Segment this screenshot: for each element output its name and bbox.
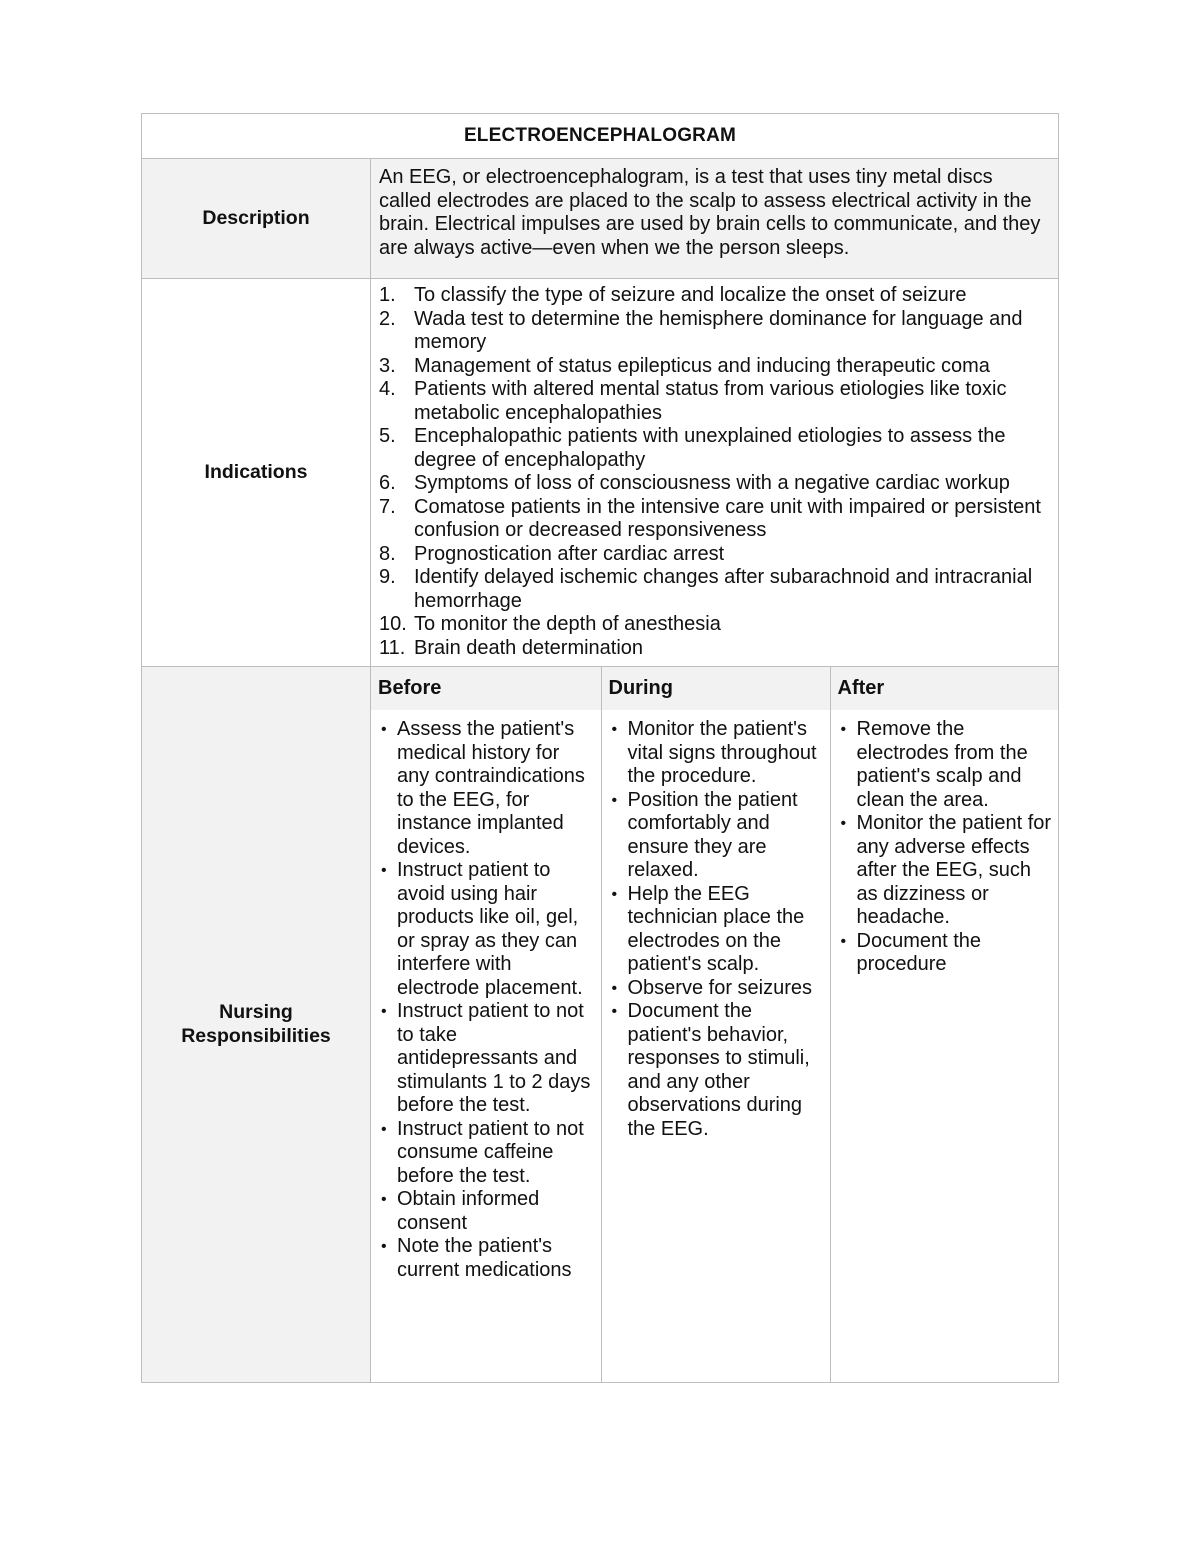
- list-item: • Document the procedure: [839, 930, 1053, 977]
- phase-heading-after: After: [830, 667, 1058, 710]
- list-item: • Monitor the patient's vital signs throughout the procedure.: [610, 718, 824, 789]
- list-item: • Document the patient's behavior, responses to stimuli, and any other observations during the EEG.: [610, 1000, 824, 1141]
- phase-heading-during: During: [601, 667, 830, 710]
- list-item: • Note the patient's current medications: [379, 1235, 595, 1282]
- list-item: 4. Patients with altered mental status from various etiologies like toxic metabolic encephalopathies: [379, 378, 1007, 424]
- indications-label: Indications: [142, 279, 371, 667]
- description-row: [142, 159, 1059, 279]
- nursing-cell: [371, 667, 1059, 1383]
- indications-row: [142, 279, 1059, 667]
- list-item: • Remove the electrodes from the patient's scalp and clean the area.: [839, 718, 1053, 812]
- list-item: • Position the patient comfortably and ensure they are relaxed.: [610, 789, 824, 883]
- list-item: 8. Prognostication after cardiac arrest: [379, 542, 725, 565]
- phase-header-row: [371, 667, 1058, 710]
- list-item: 7. Comatose patients in the intensive care unit with impaired or persistent confusion or decreased responsiveness: [379, 495, 1041, 541]
- list-item: • Instruct patient to avoid using hair products like oil, gel, or spray as they can interfere with electrode placement.: [379, 859, 595, 1000]
- eeg-table: [141, 113, 1059, 1383]
- phase-heading-before: Before: [371, 667, 601, 710]
- nursing-label: Nursing Responsibilities: [142, 667, 371, 1383]
- list-item: • Help the EEG technician place the electrodes on the patient's scalp.: [610, 883, 824, 977]
- indications-list: [379, 284, 1050, 660]
- nursing-row: [142, 667, 1059, 1383]
- after-list: [839, 718, 1053, 977]
- list-item: 2. Wada test to determine the hemisphere dominance for language and memory: [379, 307, 1023, 353]
- before-list: [379, 718, 595, 1282]
- list-item: 6. Symptoms of loss of consciousness with a negative cardiac workup: [379, 472, 1010, 494]
- indications-cell: [371, 279, 1059, 667]
- list-item: 5. Encephalopathic patients with unexplained etiologies to assess the degree of encephalopathy: [379, 425, 1006, 471]
- list-item: • Monitor the patient for any adverse effects after the EEG, such as dizziness or headache.: [839, 812, 1053, 930]
- phase-after-cell: [830, 710, 1058, 1382]
- list-item: • Assess the patient's medical history for any contraindications to the EEG, for instance implanted devices.: [379, 718, 595, 859]
- list-item: 10. To monitor the depth of anesthesia: [379, 613, 721, 635]
- list-item: 9. Identify delayed ischemic changes after subarachnoid and intracranial hemorrhage: [379, 566, 1033, 612]
- list-item: 3. Management of status epilepticus and inducing therapeutic coma: [379, 354, 990, 377]
- nursing-phases-table: [371, 667, 1058, 1382]
- document-title: ELECTROENCEPHALOGRAM: [142, 114, 1059, 159]
- list-item: • Observe for seizures: [610, 977, 824, 1001]
- title-row: [142, 114, 1059, 159]
- list-item: • Instruct patient to not consume caffeine before the test.: [379, 1118, 595, 1189]
- description-text: An EEG, or electroencephalogram, is a test that uses tiny metal discs called electrodes are placed to the scalp to assess electrical activity in the brain. Electrical impulses are used by brain cells to communicate, and they are always active—even when we the person sleeps.: [371, 159, 1059, 279]
- list-item: 1. To classify the type of seizure and localize the onset of seizure: [379, 284, 967, 306]
- list-item: 11. Brain death determination: [379, 636, 644, 659]
- description-label: Description: [142, 159, 371, 279]
- phase-during-cell: [601, 710, 830, 1382]
- phase-before-cell: [371, 710, 601, 1382]
- during-list: [610, 718, 824, 1141]
- phase-body-row: [371, 710, 1058, 1382]
- list-item: • Obtain informed consent: [379, 1188, 595, 1235]
- list-item: • Instruct patient to not to take antidepressants and stimulants 1 to 2 days before the test.: [379, 1000, 595, 1118]
